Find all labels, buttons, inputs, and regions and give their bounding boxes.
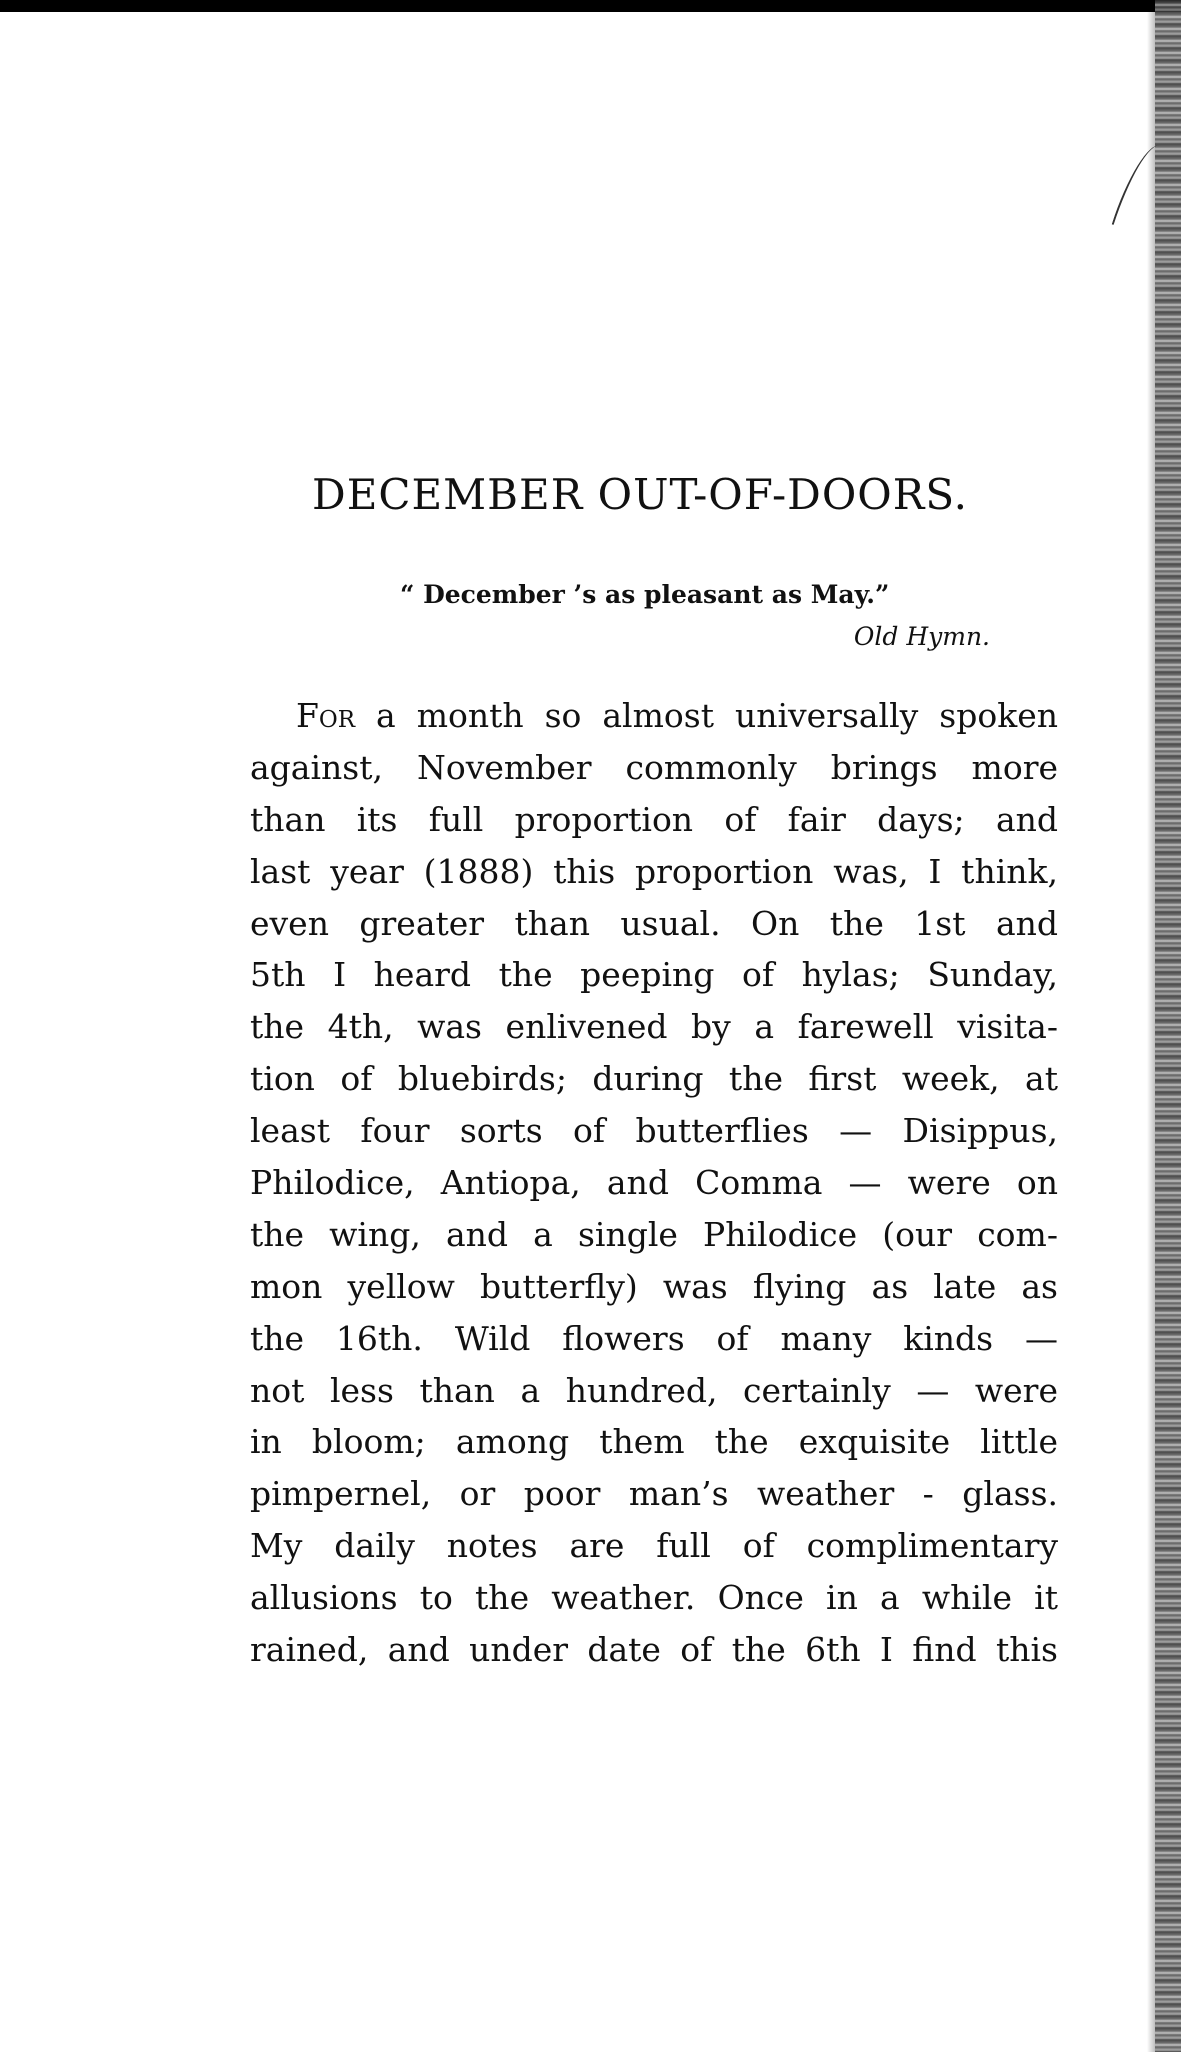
epigraph-source: Old Hymn. <box>853 622 990 651</box>
text-line: the 4th, was enlivened by a farewell visita- <box>250 1007 1058 1047</box>
text-line: in bloom; among them the exquisite little <box>250 1422 1058 1462</box>
epigraph-quote: “ December ’s as pleasant as May.” <box>400 580 890 609</box>
text-line: My daily notes are full of complimentary <box>250 1526 1058 1566</box>
text-line: 5th I heard the peeping of hylas; Sunday, <box>250 955 1058 995</box>
text-line: rained, and under date of the 6th I find this <box>250 1630 1058 1670</box>
text-line: the 16th. Wild flowers of many kinds — <box>250 1318 1058 1358</box>
text-line: mon yellow butterfly) was flying as late as <box>250 1266 1058 1306</box>
page-gutter-shadow <box>1147 0 1155 2052</box>
drop-word: For <box>296 696 356 735</box>
text-line: allusions to the weather. Once in a while it <box>250 1578 1058 1618</box>
text-line: least four sorts of butterflies — Disippus, <box>250 1111 1058 1151</box>
text-line: tion of bluebirds; during the first week, at <box>250 1059 1058 1099</box>
text-line: even greater than usual. On the 1st and <box>250 903 1058 943</box>
scan-right-edge <box>1155 0 1181 2052</box>
text-line: last year (1888) this proportion was, I think, <box>250 851 1058 891</box>
text-line: Philodice, Antiopa, and Comma — were on <box>250 1163 1058 1203</box>
text-line: than its full proportion of fair days; and <box>250 799 1058 839</box>
text-line: the wing, and a single Philodice (our com- <box>250 1214 1058 1254</box>
text-line: not less than a hundred, certainly — were <box>250 1370 1058 1410</box>
body-paragraph <box>250 690 1058 1676</box>
chapter-title: DECEMBER OUT-OF-DOORS. <box>312 470 968 519</box>
text-line: pimpernel, or poor man’s weather - glass. <box>250 1474 1058 1514</box>
first-line-rest: a month so almost universally spoken <box>355 696 1058 735</box>
text-line: against, November commonly brings more <box>250 747 1058 787</box>
scan-top-border <box>0 0 1181 12</box>
text-line <box>250 690 1058 742</box>
